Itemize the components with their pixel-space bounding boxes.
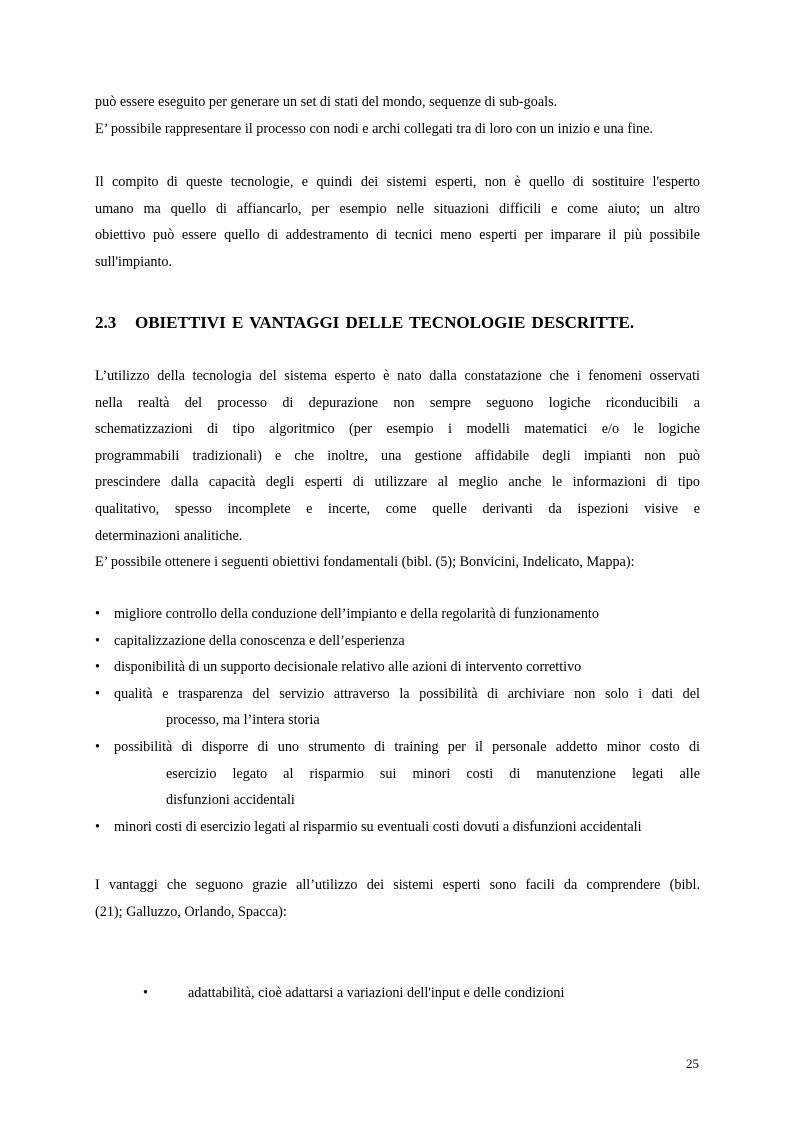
bullet-icon: • bbox=[95, 606, 100, 622]
paragraph-line: programmabili tradizionali) e che inoltre, una gestione affidabile degli impianti non può bbox=[95, 447, 700, 464]
list-item bbox=[95, 814, 700, 841]
list-item bbox=[95, 681, 700, 734]
paragraph-line: prescindere dalla capacità degli esperti di utilizzare al meglio anche le informazioni di tipo bbox=[95, 474, 700, 491]
list-item-text: possibilità di disporre di uno strumento di training per il personale addetto minor costo di bbox=[114, 738, 700, 755]
list-item-text: capitalizzazione della conoscenza e dell’esperienza bbox=[114, 632, 405, 649]
list-item-continuation: disfunzioni accidentali bbox=[166, 792, 295, 809]
paragraph-line: determinazioni analitiche. bbox=[95, 527, 243, 544]
intro-line-2: E’ possibile rappresentare il processo con nodi e archi collegati tra di loro con un inizio e una fine. bbox=[95, 120, 653, 137]
paragraph-line: Il compito di queste tecnologie, e quindi dei sistemi esperti, non è quello di sostituire l'esperto bbox=[95, 174, 700, 190]
list-item-text: qualità e trasparenza del servizio attraverso la possibilità di archiviare non solo i dati del bbox=[114, 685, 700, 702]
paragraph-line: qualitativo, spesso incomplete e incerte, come quelle derivanti da ispezioni visive e bbox=[95, 500, 700, 517]
list-item bbox=[95, 628, 700, 655]
page-number: 25 bbox=[686, 1056, 699, 1071]
paragraph-origin bbox=[95, 363, 700, 576]
list-item-continuation: esercizio legato al risparmio sui minori costi di manutenzione legati alle bbox=[166, 765, 700, 782]
paragraph-line: obiettivo può essere quello di addestramento di tecnici meno esperti per imparare il più possibile bbox=[95, 227, 700, 244]
advantage-list-item bbox=[143, 980, 564, 1006]
list-item-text: migliore controllo della conduzione dell’impianto e della regolarità di funzionamento bbox=[114, 606, 599, 622]
paragraph-line: L’utilizzo della tecnologia del sistema esperto è nato dalla constatazione che i fenomeni osservati bbox=[95, 368, 700, 384]
section-heading bbox=[95, 311, 715, 335]
bullet-icon: • bbox=[95, 659, 100, 676]
list-item bbox=[95, 734, 700, 814]
paragraph-line: nella realtà del processo di depurazione non sempre seguono logiche riconducibili a bbox=[95, 394, 700, 411]
paragraph-line: I vantaggi che seguono grazie all’utilizzo dei sistemi esperti sono facili da comprendere (bibl. bbox=[95, 877, 700, 893]
list-item-text: disponibilità di un supporto decisionale relativo alle azioni di intervento correttivo bbox=[114, 659, 582, 676]
objectives-list bbox=[95, 601, 700, 840]
list-item bbox=[95, 601, 700, 628]
bullet-icon: • bbox=[95, 632, 100, 649]
bullet-icon: • bbox=[95, 818, 100, 835]
section-title: OBIETTIVI E VANTAGGI DELLE TECNOLOGIE DESCRITTE. bbox=[135, 313, 635, 332]
bullet-icon: • bbox=[95, 738, 100, 755]
section-number: 2.3 bbox=[95, 313, 117, 332]
paragraph-line: umano ma quello di affiancarlo, per esempio nelle situazioni difficili e come aiuto; un altro bbox=[95, 200, 700, 217]
list-item-continuation: processo, ma l’intera storia bbox=[166, 712, 320, 729]
list-item bbox=[95, 654, 700, 681]
paragraph-line: (21); Galluzzo, Orlando, Spacca): bbox=[95, 903, 287, 920]
paragraph-line: schematizzazioni di tipo algoritmico (per esempio i modelli matematici e/o le logiche bbox=[95, 421, 700, 438]
intro-lines bbox=[95, 89, 700, 142]
paragraph-line: sull'impianto. bbox=[95, 253, 173, 270]
list-item-text: minori costi di esercizio legati al risparmio su eventuali costi dovuti a disfunzioni accidentali bbox=[114, 818, 642, 835]
paragraph-line: E’ possibile ottenere i seguenti obiettivi fondamentali (bibl. (5); Bonvicini, Indelicato, Mappa): bbox=[95, 554, 635, 571]
bullet-icon: • bbox=[95, 685, 100, 702]
intro-line-1: può essere eseguito per generare un set di stati del mondo, sequenze di sub-goals. bbox=[95, 94, 558, 110]
paragraph-purpose bbox=[95, 169, 700, 275]
paragraph-advantages bbox=[95, 872, 700, 925]
bullet-icon: • bbox=[143, 985, 148, 1001]
list-item-text: adattabilità, cioè adattarsi a variazioni dell'input e delle condizioni bbox=[188, 985, 565, 1001]
